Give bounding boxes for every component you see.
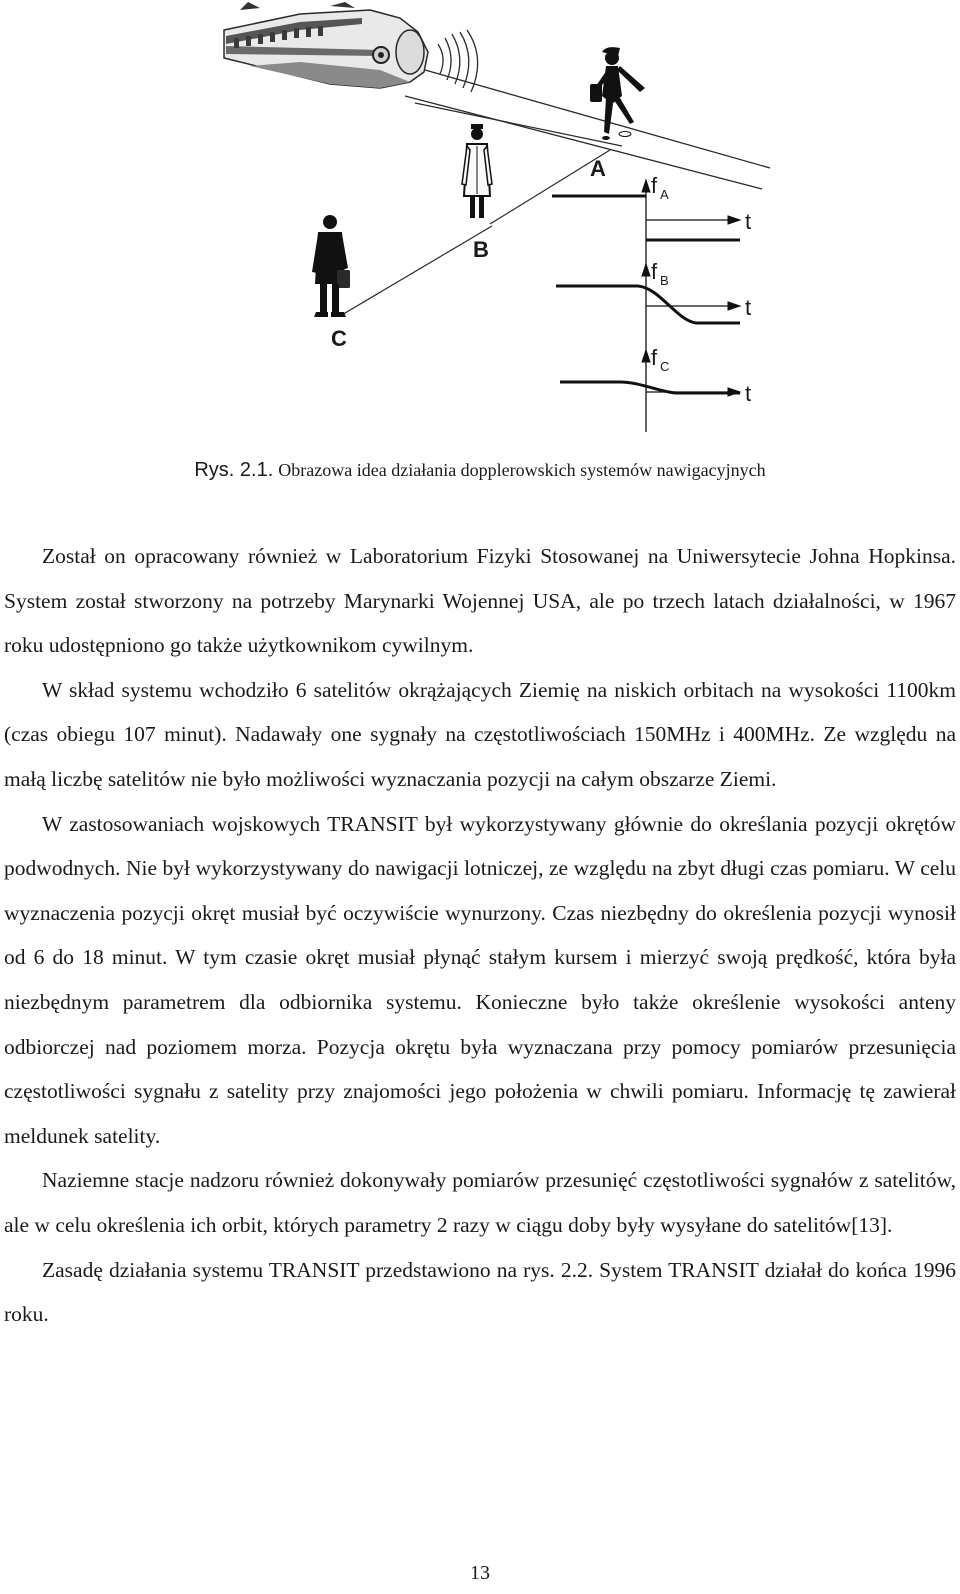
caption-text: Obrazowa idea działania dopplerowskich systemów nawigacyjnych [278,460,766,480]
page-number: 13 [470,1562,490,1584]
observer-c-label: C [331,326,347,351]
fa-symbol: f [651,173,658,198]
paragraph: Został on opracowany również w Laboratorium Fizyki Stosowanej na Uniwersytecie Johna Hopkinsa. System został stworzony na potrzeby Marynarki Wojennej USA, ale po trzech latach działalności, w 1967 roku udostępniono go także użytkownikom cywilnym. [4,544,956,658]
fb-symbol: f [651,259,658,284]
paragraph: W zastosowaniach wojskowych TRANSIT był wykorzystywany głównie do określania pozycji okrętów podwodnych. Nie był wykorzystywany do nawigacji lotniczej, ze względu na zbyt długi czas pomiaru. W celu wyznaczenia pozycji okręt musiał być oczywiście wynurzony. Czas niezbędny do określenia pozycji wynosił od 6 do 18 minut. W tym czasie okręt musiał płynąć stałym kursem i mierzyć swoją prędkość, która była niezbędnym parametrem dla odbiornika systemu. Konieczne było także określenie wysokości anteny odbiorczej nad poziomem morza. Pozycja okrętu była wyznaczana przy pomocy pomiarów przesunięcia częstotliwości sygnału z satelity przy znajomości jego położenia w chwili pomiaru. Informację tę zawierał meldunek satelity. [4,811,956,1148]
track-lines [405,70,770,189]
paragraph: Naziemne stacje nadzoru również dokonywały pomiarów przesunięć częstotliwości sygnałów z satelitów, ale w celu określenia ich orbit, których parametry 2 razy w ciągu doby były wysyłane do satelitów[13]. [4,1168,956,1237]
fb-subscript: B [660,273,669,288]
curve-b [556,286,740,323]
t-label-1: t [745,209,752,234]
paragraph: W skład systemu wchodziło 6 satelitów okrążających Ziemię na niskich orbitach na wysokości 1100km (czas obiegu 107 minut). Nadawały one sygnały na częstotliwościach 150MHz i 400MHz. Ze względu na małą liczbę satelitów nie było możliwości wyznaczania pozycji na całym obszarze Ziemi. [4,677,956,791]
fa-subscript: A [660,187,669,202]
t-label-2: t [745,295,752,320]
body-text [4,534,956,1337]
man-in-coat-figure-icon [462,124,492,218]
figure-caption [0,456,960,484]
train-icon [224,2,428,88]
fc-subscript: C [660,359,670,374]
doppler-illustration [0,0,960,450]
fc-symbol: f [651,345,658,370]
woman-figure-icon [590,47,645,140]
paragraph: Zasadę działania systemu TRANSIT przedstawiono na rys. 2.2. System TRANSIT działał do końca 1996 roku. [4,1257,956,1327]
observer-a-label: A [590,156,606,181]
caption-prefix: Rys. 2.1. [194,459,274,481]
t-label-3: t [745,381,752,406]
observer-b-label: B [473,237,489,262]
businessman-figure-icon [312,215,350,317]
